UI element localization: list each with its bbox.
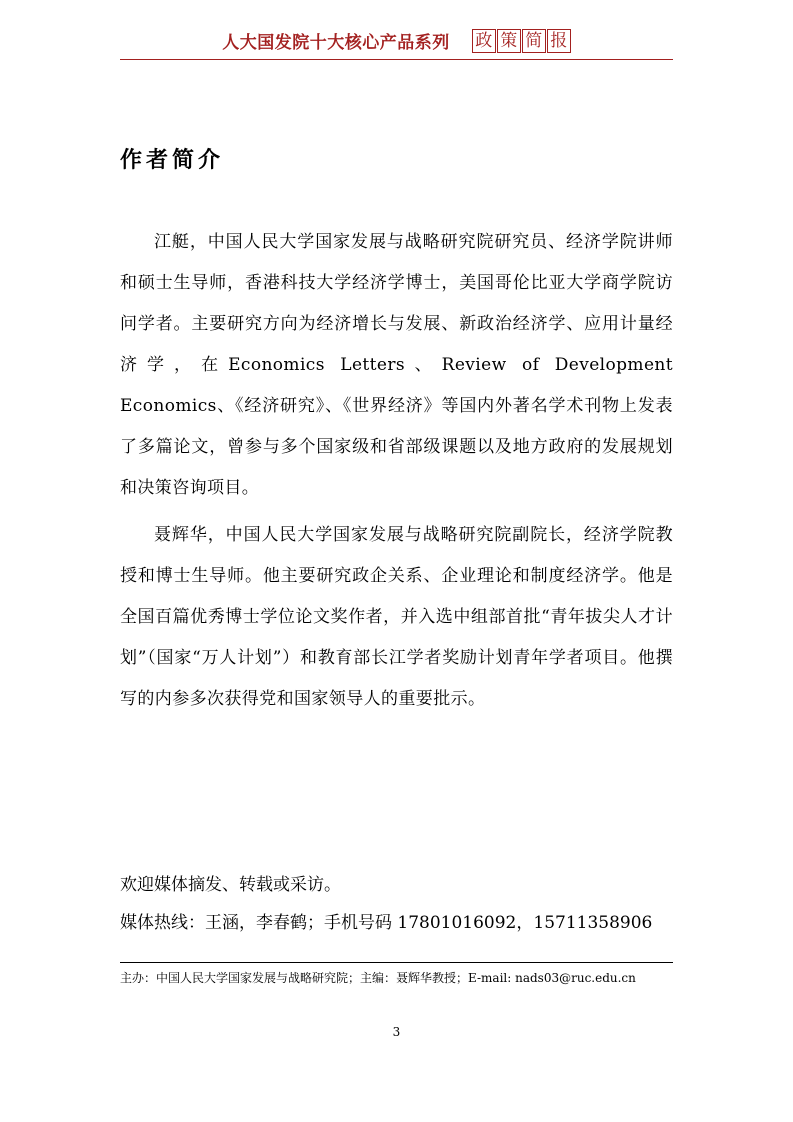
product-char-box: 策	[497, 29, 521, 53]
product-char-box: 政	[472, 29, 496, 53]
bio-paragraph-jiang-ting: 江艇，中国人民大学国家发展与战略研究院研究员、经济学院讲师和硕士生导师，香港科技大学经济学博士，美国哥伦比亚大学商学院访问学者。主要研究方向为经济增长与发展、新政治经济学、应用计量经济学，在Economics Letters、Review of Development Economics、《经济研究》、《世界经济》等国内外著名学术刊物上发表了多篇论文，曾参与多个国家级和省部级课题以及地方政府的发展规划和决策咨询项目。	[120, 232, 673, 498]
footer-divider	[120, 962, 673, 963]
product-char-box: 简	[522, 29, 546, 53]
bio-paragraph-nie-huihua: 聂辉华，中国人民大学国家发展与战略研究院副院长，经济学院教授和博士生导师。他主要研究政企关系、企业理论和制度经济学。他是全国百篇优秀博士学位论文奖作者，并入选中组部首批“青年拔尖人才计划”（国家“万人计划”）和教育部长江学者奖励计划青年学者项目。他撰写的内参多次获得党和国家领导人的重要批示。	[120, 525, 673, 709]
page-header	[120, 28, 673, 60]
product-name-boxes	[471, 29, 571, 53]
section-title: 作者简介	[120, 147, 225, 173]
media-hotline-text: 媒体热线：王涵，李春鹤；手机号码 17801016092，15711358906	[120, 913, 653, 933]
series-title: 人大国发院十大核心产品系列	[222, 33, 450, 53]
product-char-box: 报	[547, 29, 571, 53]
header-divider	[120, 59, 673, 60]
footer-sponsor-text: 主办：中国人民大学国家发展与战略研究院；主编：聂辉华教授；E-mail: nads03@ruc.edu.cn	[120, 971, 636, 985]
media-welcome-text: 欢迎媒体摘发、转载或采访。	[120, 875, 341, 895]
page-number: 3	[392, 1025, 401, 1039]
